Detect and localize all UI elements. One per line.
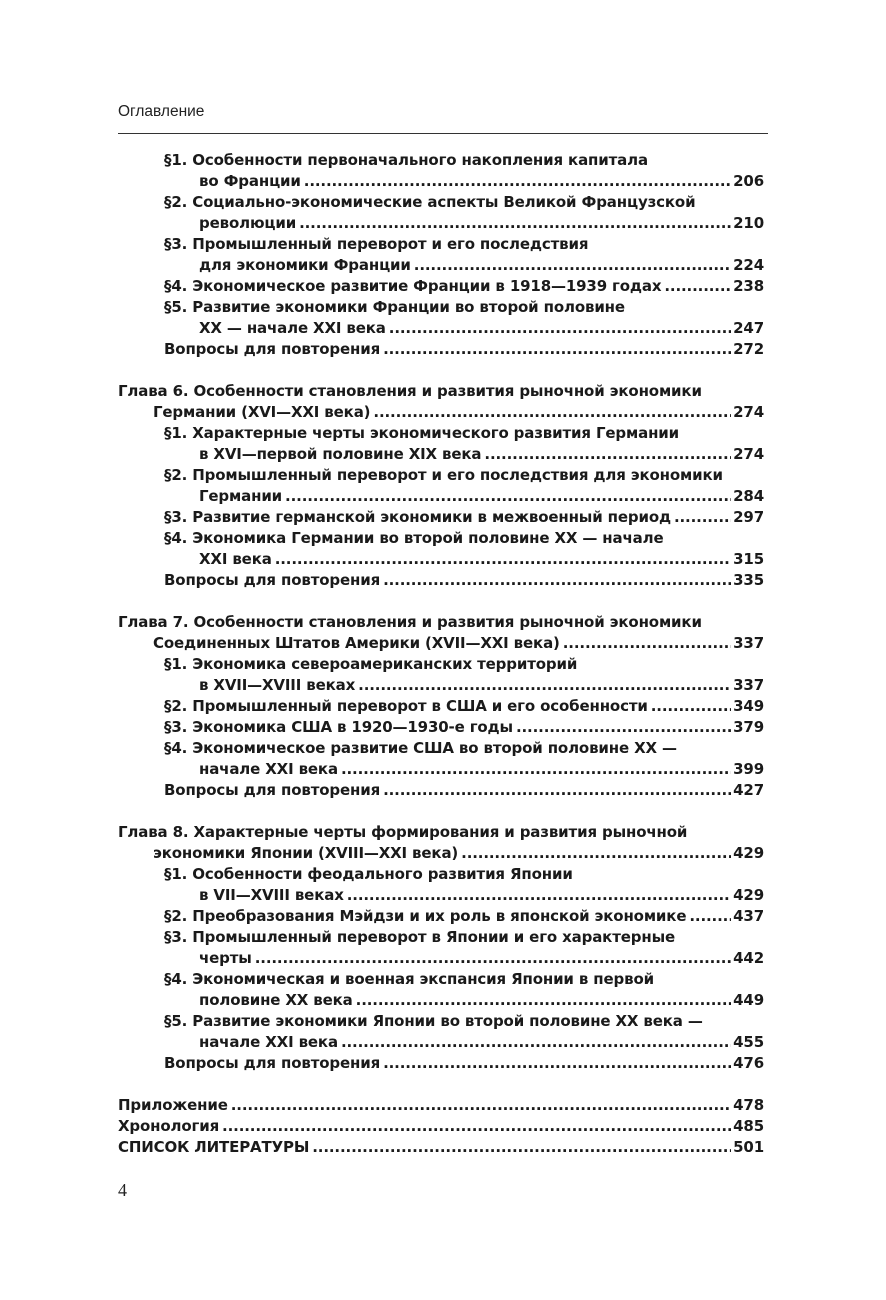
entry-title-text: революции [199, 214, 297, 232]
entry-title-text: XX — начале XXI века [199, 319, 386, 337]
section-entry [164, 276, 764, 297]
entry-title-text: §2. Преобразования Мэйдзи и их роль в японской экономике [164, 907, 687, 925]
entry-page-number: 335 [733, 571, 764, 589]
section-entry [164, 717, 764, 738]
section-entry [164, 864, 764, 906]
entry-page-number: 427 [733, 781, 764, 799]
entry-title-line1: §1. Характерные черты экономического развития Германии [164, 424, 680, 442]
entry-title-line2 [164, 171, 764, 192]
chapter-group [118, 612, 764, 801]
entry-page-number: 429 [733, 886, 764, 904]
entry-page-number: 210 [733, 214, 764, 232]
entry-page-number: 247 [733, 319, 764, 337]
chapter-entry [118, 612, 764, 654]
entry-title-text: Германии (XVI—XXI века) [153, 403, 371, 421]
running-head: Оглавление [118, 103, 205, 120]
entry-title-text: XXI века [199, 550, 272, 568]
entry-title-line2 [164, 255, 764, 276]
dot-leader [356, 990, 731, 1011]
section-entry [164, 906, 764, 927]
entry-page-number: 455 [733, 1033, 764, 1051]
entry-page-number: 437 [733, 907, 764, 925]
entry-page-number: 478 [733, 1096, 764, 1114]
table-of-contents [118, 150, 764, 1158]
entry-page-number: 337 [733, 634, 764, 652]
entry-title-line1: §4. Экономическое развитие США во второй половине XX — [164, 739, 677, 757]
section-entry [164, 696, 764, 717]
entry-title-text: в XVII—XVIII веках [199, 676, 356, 694]
entry-page-number: 449 [733, 991, 764, 1009]
dot-leader [383, 570, 731, 591]
section-entry [164, 738, 764, 780]
entry-title-line1: §1. Особенности феодального развития Японии [164, 865, 573, 883]
chapter-entry [118, 822, 764, 864]
dot-leader [689, 906, 731, 927]
entry-title-text: для экономики Франции [199, 256, 411, 274]
entry-title-text: Вопросы для повторения [164, 1054, 381, 1072]
entry-title-line2 [164, 444, 764, 465]
dot-leader [674, 507, 731, 528]
entry-page-number: 476 [733, 1054, 764, 1072]
dot-leader [651, 696, 731, 717]
entry-title-text: §3. Развитие германской экономики в межвоенный период [164, 508, 671, 526]
section-entry [164, 1011, 764, 1053]
entry-page-number: 297 [733, 508, 764, 526]
section-entry [164, 150, 764, 192]
dot-leader [255, 948, 731, 969]
dot-leader [341, 1032, 731, 1053]
entry-title-line2 [164, 1032, 764, 1053]
section-entry [164, 570, 764, 591]
entry-title-line1: Глава 8. Характерные черты формирования и развития рыночной [118, 823, 688, 841]
entry-page-number: 206 [733, 172, 764, 190]
section-entry [164, 423, 764, 465]
dot-leader [299, 213, 731, 234]
section-entry [164, 654, 764, 696]
entry-title-text: в VII—XVIII веках [199, 886, 344, 904]
entry-title-line2 [164, 213, 764, 234]
chapter-group [118, 381, 764, 591]
entry-title-line1: §4. Экономика Германии во второй половине XX — начале [164, 529, 664, 547]
section-entry [164, 339, 764, 360]
entry-title-text: Вопросы для повторения [164, 781, 381, 799]
entry-title-line2 [164, 549, 764, 570]
dot-leader [389, 318, 731, 339]
entry-page-number: 315 [733, 550, 764, 568]
entry-title-text: Вопросы для повторения [164, 571, 381, 589]
dot-leader [312, 1137, 731, 1158]
dot-leader [304, 171, 731, 192]
entry-title-line1: Глава 6. Особенности становления и развития рыночной экономики [118, 382, 702, 400]
dot-leader [222, 1116, 731, 1137]
dot-leader [461, 843, 731, 864]
entry-page-number: 379 [733, 718, 764, 736]
entry-title-line2 [118, 843, 764, 864]
entry-title-line1: §1. Экономика североамериканских территорий [164, 655, 578, 673]
entry-title-text: §4. Экономическое развитие Франции в 1918—1939 годах [164, 277, 662, 295]
dot-leader [285, 486, 731, 507]
entry-title-line1: §5. Развитие экономики Франции во второй половине [164, 298, 625, 316]
appendix-entry [118, 1095, 764, 1116]
entry-title-text: §3. Экономика США в 1920—1930-е годы [164, 718, 513, 736]
entry-page-number: 399 [733, 760, 764, 778]
appendix-entry [118, 1137, 764, 1158]
section-entry [164, 192, 764, 234]
chapter-group [118, 822, 764, 1074]
entry-title-text: в XVI—первой половине XIX века [199, 445, 482, 463]
entry-page-number: 224 [733, 256, 764, 274]
entry-title-line2 [164, 885, 764, 906]
entry-title-line2 [118, 633, 764, 654]
entry-page-number: 274 [733, 403, 764, 421]
dot-leader [516, 717, 731, 738]
entry-page-number: 272 [733, 340, 764, 358]
entry-title-line2 [118, 402, 764, 423]
dot-leader [383, 1053, 731, 1074]
section-entry [164, 507, 764, 528]
appendix-entry [118, 1116, 764, 1137]
entry-title-line2 [164, 990, 764, 1011]
entry-title-text: начале XXI века [199, 760, 338, 778]
section-entry [164, 1053, 764, 1074]
entry-title-line2 [164, 318, 764, 339]
entry-title-line1: §2. Промышленный переворот и его последствия для экономики [164, 466, 723, 484]
entry-page-number: 337 [733, 676, 764, 694]
entry-title-line1: §4. Экономическая и военная экспансия Японии в первой [164, 970, 654, 988]
entry-page-number: 238 [733, 277, 764, 295]
entry-title-line2 [164, 759, 764, 780]
dot-leader [664, 276, 731, 297]
dot-leader [383, 780, 731, 801]
entry-title-text: Вопросы для повторения [164, 340, 381, 358]
entry-title-line1: §1. Особенности первоначального накопления капитала [164, 151, 648, 169]
section-entry [164, 969, 764, 1011]
section-entry [164, 465, 764, 507]
dot-leader [231, 1095, 731, 1116]
entry-page-number: 349 [733, 697, 764, 715]
entry-title-text: Германии [199, 487, 283, 505]
dot-leader [414, 255, 731, 276]
entry-title-line1: Глава 7. Особенности становления и развития рыночной экономики [118, 613, 702, 631]
entry-page-number: 442 [733, 949, 764, 967]
dot-leader [484, 444, 731, 465]
entry-title-line1: §5. Развитие экономики Японии во второй половине XX века — [164, 1012, 703, 1030]
entry-title-text: Соединенных Штатов Америки (XVII—XXI века) [153, 634, 560, 652]
entry-title-line2 [164, 486, 764, 507]
section-entry [164, 780, 764, 801]
entry-page-number: 485 [733, 1117, 764, 1135]
entry-title-line1: §2. Социально-экономические аспекты Великой Французской [164, 193, 696, 211]
section-entry [164, 927, 764, 969]
entry-page-number: 274 [733, 445, 764, 463]
entry-title-line1: §3. Промышленный переворот в Японии и его характерные [164, 928, 676, 946]
entry-title-line2 [164, 948, 764, 969]
section-entry [164, 528, 764, 570]
entry-page-number: 429 [733, 844, 764, 862]
entry-title-text: экономики Японии (XVIII—XXI века) [153, 844, 459, 862]
appendix-list [118, 1095, 764, 1158]
entry-title-text: §2. Промышленный переворот в США и его особенности [164, 697, 648, 715]
entry-title-text: Приложение [118, 1096, 228, 1114]
entry-title-line2 [164, 675, 764, 696]
entry-title-text: Хронология [118, 1117, 220, 1135]
entry-title-line1: §3. Промышленный переворот и его последствия [164, 235, 589, 253]
entry-page-number: 501 [733, 1138, 764, 1156]
dot-leader [563, 633, 731, 654]
entry-title-text: СПИСОК ЛИТЕРАТУРЫ [118, 1138, 310, 1156]
dot-leader [275, 549, 731, 570]
dot-leader [358, 675, 731, 696]
dot-leader [373, 402, 731, 423]
entry-page-number: 284 [733, 487, 764, 505]
entry-title-text: во Франции [199, 172, 301, 190]
section-entry [164, 234, 764, 276]
dot-leader [347, 885, 731, 906]
chapter-group [118, 150, 764, 360]
header-rule [118, 133, 768, 134]
dot-leader [383, 339, 731, 360]
page-number: 4 [118, 1180, 127, 1200]
entry-title-text: половине XX века [199, 991, 353, 1009]
section-entry [164, 297, 764, 339]
dot-leader [341, 759, 731, 780]
entry-title-text: начале XXI века [199, 1033, 338, 1051]
entry-title-text: черты [199, 949, 252, 967]
chapter-entry [118, 381, 764, 423]
